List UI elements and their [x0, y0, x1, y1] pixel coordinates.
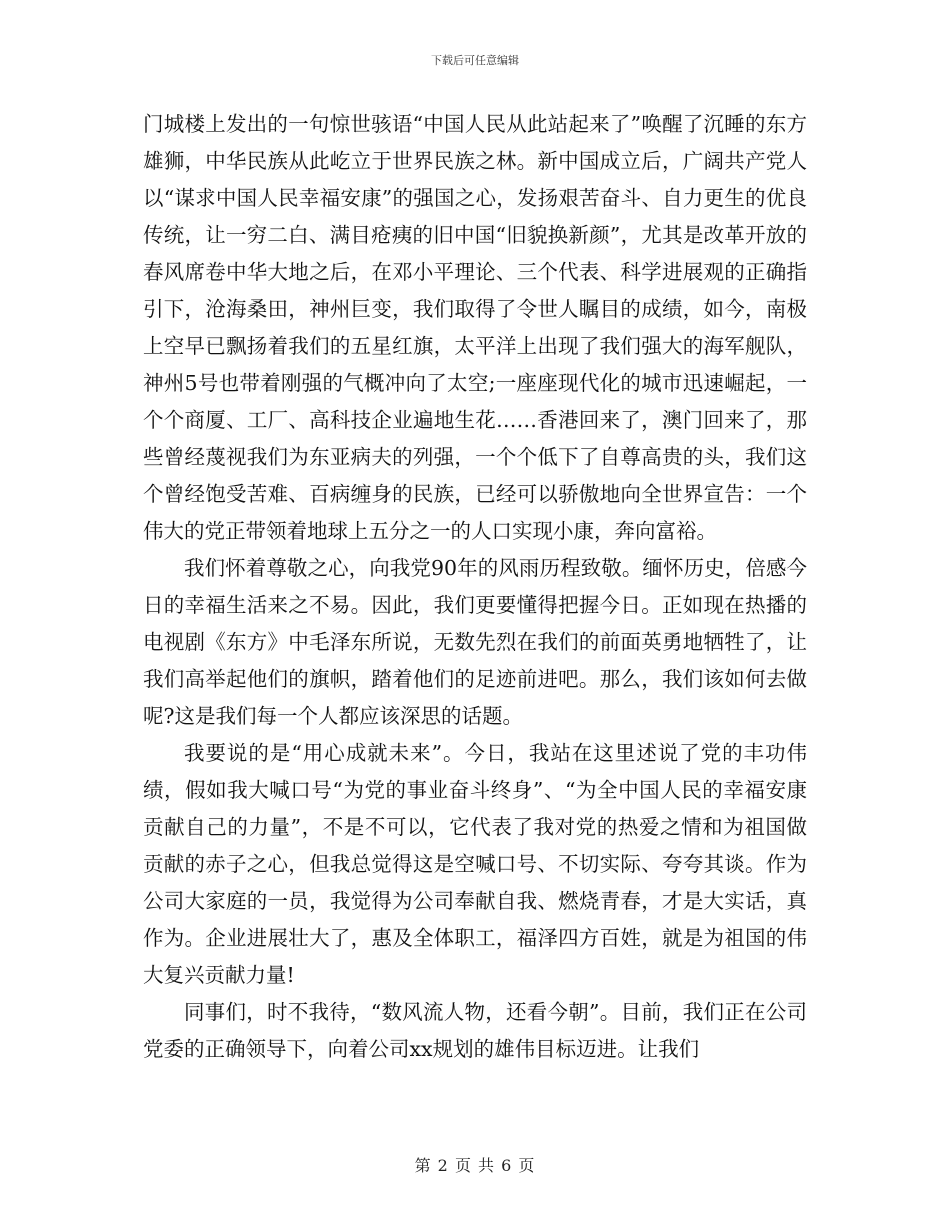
paragraph: 我要说的是“用心成就未来”。今日，我站在这里述说了党的丰功伟绩，假如我大喊口号“为党的事业奋斗终身”、“为全中国人民的幸福安康贡献自己的力量”，不是不可以，它代表了我对党的热爱之情和为祖国做贡献的赤子之心，但我总觉得这是空喊口号、不切实际、夸夸其谈。作为公司大家庭的一员，我觉得为公司奉献自我、燃烧青春，才是大实话，真作为。企业进展壮大了，惠及全体职工，福泽四方百姓，就是为祖国的伟大复兴贡献力量!: [143, 741, 807, 987]
paragraph: 同事们，时不我待，“数风流人物，还看今朝”。目前，我们正在公司党委的正确领导下，向着公司xx规划的雄伟目标迈进。让我们: [143, 1000, 807, 1061]
document-body: [143, 106, 807, 1068]
paragraph: 我们怀着尊敬之心，向我党90年的风雨历程致敬。缅怀历史，倍感今日的幸福生活来之不易。因此，我们更要懂得把握今日。正如现在热播的电视剧《东方》中毛泽东所说，无数先烈在我们的前面英勇地牺牲了，让我们高举起他们的旗帜，踏着他们的足迹前进吧。那么，我们该如何去做呢?这是我们每一个人都应该深思的话题。: [143, 556, 807, 728]
page-number: 第 2 页 共 6 页: [414, 1156, 536, 1175]
page-header-note: 下载后可任意编辑: [431, 54, 519, 67]
paragraph-continuation: 门城楼上发出的一句惊世骇语“中国人民从此站起来了”唤醒了沉睡的东方雄狮，中华民族从此屹立于世界民族之林。新中国成立后，广阔共产党人以“谋求中国人民幸福安康”的强国之心，发扬艰苦奋斗、自力更生的优良传统，让一穷二白、满目疮痍的旧中国“旧貌换新颜”，尤其是改革开放的春风席卷中华大地之后，在邓小平理论、三个代表、科学进展观的正确指引下，沧海桑田，神州巨变，我们取得了令世人瞩目的成绩，如今，南极上空早已飘扬着我们的五星红旗，太平洋上出现了我们强大的海军舰队，神州5号也带着刚强的气概冲向了太空;一座座现代化的城市迅速崛起，一个个商厦、工厂、高科技企业遍地生花……香港回来了，澳门回来了，那些曾经蔑视我们为东亚病夫的列强，一个个低下了自尊高贵的头，我们这个曾经饱受苦难、百病缠身的民族，已经可以骄傲地向全世界宣告：一个伟大的党正带领着地球上五分之一的人口实现小康，奔向富裕。: [143, 112, 807, 543]
